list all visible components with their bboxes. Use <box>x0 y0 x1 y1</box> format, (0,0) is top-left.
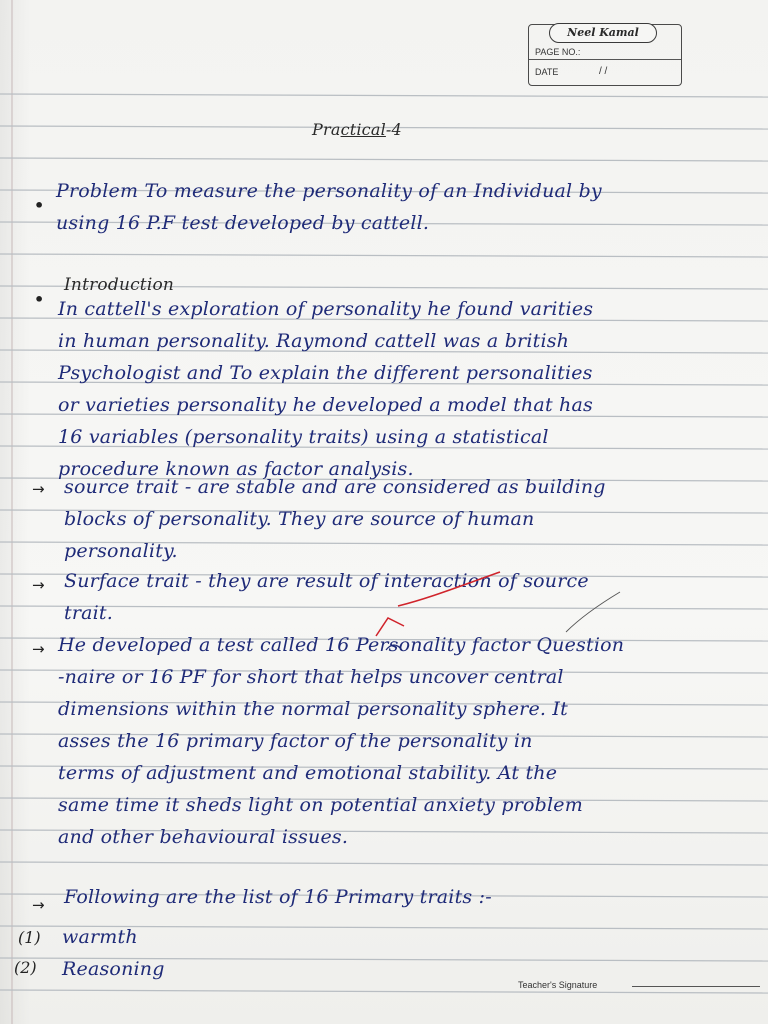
trait-item-1: warmth <box>62 926 138 948</box>
surface-trait-line-1: Surface trait - they are result of interaction of source <box>64 570 589 592</box>
ruled-line <box>0 254 768 257</box>
source-trait-line-3: personality. <box>64 540 178 562</box>
page-title: Practical-4 <box>312 120 402 139</box>
ruled-line <box>0 990 768 993</box>
pf-line-2: -naire or 16 PF for short that helps uncover central <box>58 666 564 688</box>
ruled-line <box>0 158 768 161</box>
bullet-icon: • <box>34 196 45 215</box>
intro-heading: Introduction <box>64 275 175 295</box>
intro-line-6: procedure known as factor analysis. <box>58 458 414 480</box>
trait-number: (1) <box>18 928 41 947</box>
pf-line-1: He developed a test called 16 Personality factor Question <box>58 634 625 656</box>
arrow-icon: → <box>32 576 45 594</box>
page-no-label: PAGE NO.: <box>535 47 581 57</box>
intro-line-1: In cattell's exploration of personality he found varities <box>58 298 594 320</box>
bullet-icon: • <box>34 290 45 309</box>
traits-intro: Following are the list of 16 Primary traits :- <box>64 886 492 908</box>
brand-logo: Neel Kamal <box>549 23 657 43</box>
arrow-icon: → <box>32 896 45 914</box>
intro-line-2: in human personality. Raymond cattell was a british <box>58 330 570 352</box>
source-trait-line-1: source trait - are stable and are considered as building <box>64 476 606 498</box>
ruled-line <box>0 606 768 609</box>
arrow-icon: → <box>32 640 45 658</box>
problem-line-1: Problem To measure the personality of an Individual by <box>56 180 602 202</box>
date-separators: / / <box>599 66 608 77</box>
pf-line-5: terms of adjustment and emotional stability. At the <box>58 762 558 784</box>
ruled-line <box>0 862 768 865</box>
stamp-divider <box>529 59 681 60</box>
pf-line-3: dimensions within the normal personality sphere. It <box>58 698 568 720</box>
source-trait-line-2: blocks of personality. They are source of human <box>64 508 535 530</box>
intro-line-4: or varieties personality he developed a model that has <box>58 394 593 416</box>
ruled-line <box>0 94 768 97</box>
problem-line-2: using 16 P.F test developed by cattell. <box>56 212 430 234</box>
pf-line-6: same time it sheds light on potential anxiety problem <box>58 794 583 816</box>
intro-line-3: Psychologist and To explain the different personalities <box>58 362 593 384</box>
page-header-stamp <box>528 24 682 86</box>
trait-number: (2) <box>14 958 37 977</box>
teacher-signature-label: Teacher's Signature <box>518 980 598 990</box>
pf-line-7: and other behavioural issues. <box>58 826 349 848</box>
surface-trait-line-2: trait. <box>64 602 113 624</box>
signature-line <box>632 986 760 987</box>
intro-line-5: 16 variables (personality traits) using a statistical <box>58 426 549 448</box>
pf-line-4: asses the 16 primary factor of the personality in <box>58 730 533 752</box>
date-label: DATE <box>535 67 559 77</box>
arrow-icon: → <box>32 480 45 498</box>
trait-item-2: Reasoning <box>62 958 165 980</box>
